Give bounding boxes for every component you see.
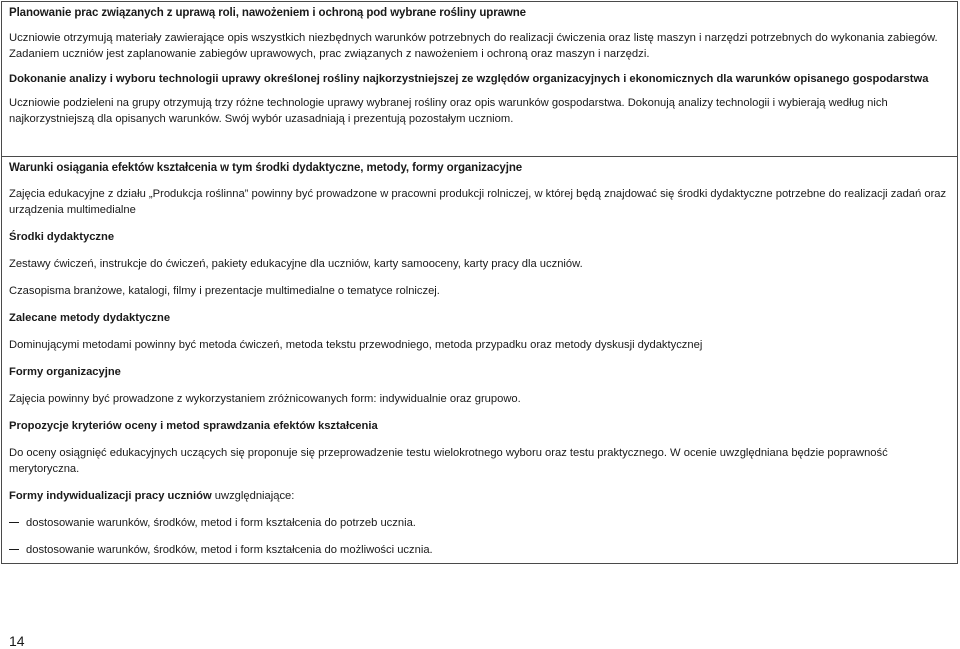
list-item xyxy=(9,515,950,531)
analysis-body: Uczniowie podzieleni na grupy otrzymują trzy różne technologie uprawy wybranej rośliny oraz opis warunków gospodarstwa. Dokonują analizy technologii i wybierają według nich najkorzystniejszą dla opisanych warunków. Swój wybór uzasadniają i prezentują pozostałym uczniom. xyxy=(9,97,888,125)
planning-cell xyxy=(2,6,957,156)
dash-bullet-icon xyxy=(9,549,19,550)
formy-text: Zajęcia powinny być prowadzone z wykorzystaniem zróżnicowanych form: indywidualnie oraz grupowo. xyxy=(9,393,521,405)
planning-intro-line1: Uczniowie otrzymują materiały zawierające opis wszystkich niezbędnych warunków potrzebnych do realizacji ćwiczenia oraz listę maszyn i narzędzi potrzebnych do wykonania zabiegów. xyxy=(9,32,938,44)
kryteria-heading: Propozycje kryteriów oceny i metod sprawdzania efektów kształcenia xyxy=(9,420,378,432)
srodki-text-1: Zestawy ćwiczeń, instrukcje do ćwiczeń, pakiety edukacyjne dla uczniów, karty samooceny, karty pracy dla uczniów. xyxy=(9,258,583,270)
indywidualizacja-heading-line xyxy=(9,488,950,504)
indywidualizacja-heading: Formy indywidualizacji pracy uczniów xyxy=(9,490,212,502)
dash-bullet-icon xyxy=(9,522,19,523)
srodki-text-2: Czasopisma branżowe, katalogi, filmy i prezentacje multimedialne o tematyce rolniczej. xyxy=(9,285,440,297)
kryteria-text: Do oceny osiągnięć edukacyjnych uczących się proponuje się przeprowadzenie testu wielokrotnego wyboru oraz testu praktycznego. W ocenie uwzględniana będzie poprawność merytoryczna. xyxy=(9,447,888,475)
planning-intro xyxy=(9,30,950,62)
srodki-heading: Środki dydaktyczne xyxy=(9,231,115,243)
page-number: 14 xyxy=(9,633,25,649)
formy-heading: Formy organizacyjne xyxy=(9,366,121,378)
list-item xyxy=(9,542,950,558)
list-item-text: dostosowanie warunków, środków, metod i form kształcenia do potrzeb ucznia. xyxy=(26,517,416,529)
metody-heading: Zalecane metody dydaktyczne xyxy=(9,312,171,324)
analysis-title: Dokonanie analizy i wyboru technologii uprawy określonej rośliny najkorzystniejszej ze względów organizacyjnych i ekonomicznych dla warunków opisanego gospodarstwa xyxy=(9,73,929,85)
indywidualizacja-suffix: uwzględniające: xyxy=(211,490,295,502)
planning-intro-line2: Zadaniem uczniów jest zaplanowanie zabiegów uprawowych, prac związanych z nawożeniem i ochroną oraz maszyn i narzędzi. xyxy=(9,48,650,60)
conditions-cell xyxy=(2,156,957,563)
conditions-title: Warunki osiągania efektów kształcenia w tym środki dydaktyczne, metody, formy organizacyjne xyxy=(9,162,523,174)
conditions-intro: Zajęcia edukacyjne z działu „Produkcja roślinna” powinny być prowadzone w pracowni produkcji rolniczej, w której będą znajdować się środki dydaktyczne potrzebne do realizacji zadań oraz urządzenia multimedialne xyxy=(9,188,947,216)
planning-title: Planowanie prac związanych z uprawą roli, nawożeniem i ochroną pod wybrane rośliny uprawne xyxy=(9,7,526,19)
list-item-text: dostosowanie warunków, środków, metod i form kształcenia do możliwości ucznia. xyxy=(26,544,433,556)
content-table xyxy=(1,1,958,564)
metody-text: Dominującymi metodami powinny być metoda ćwiczeń, metoda tekstu przewodniego, metoda przypadku oraz metody dyskusji dydaktycznej xyxy=(9,339,703,351)
